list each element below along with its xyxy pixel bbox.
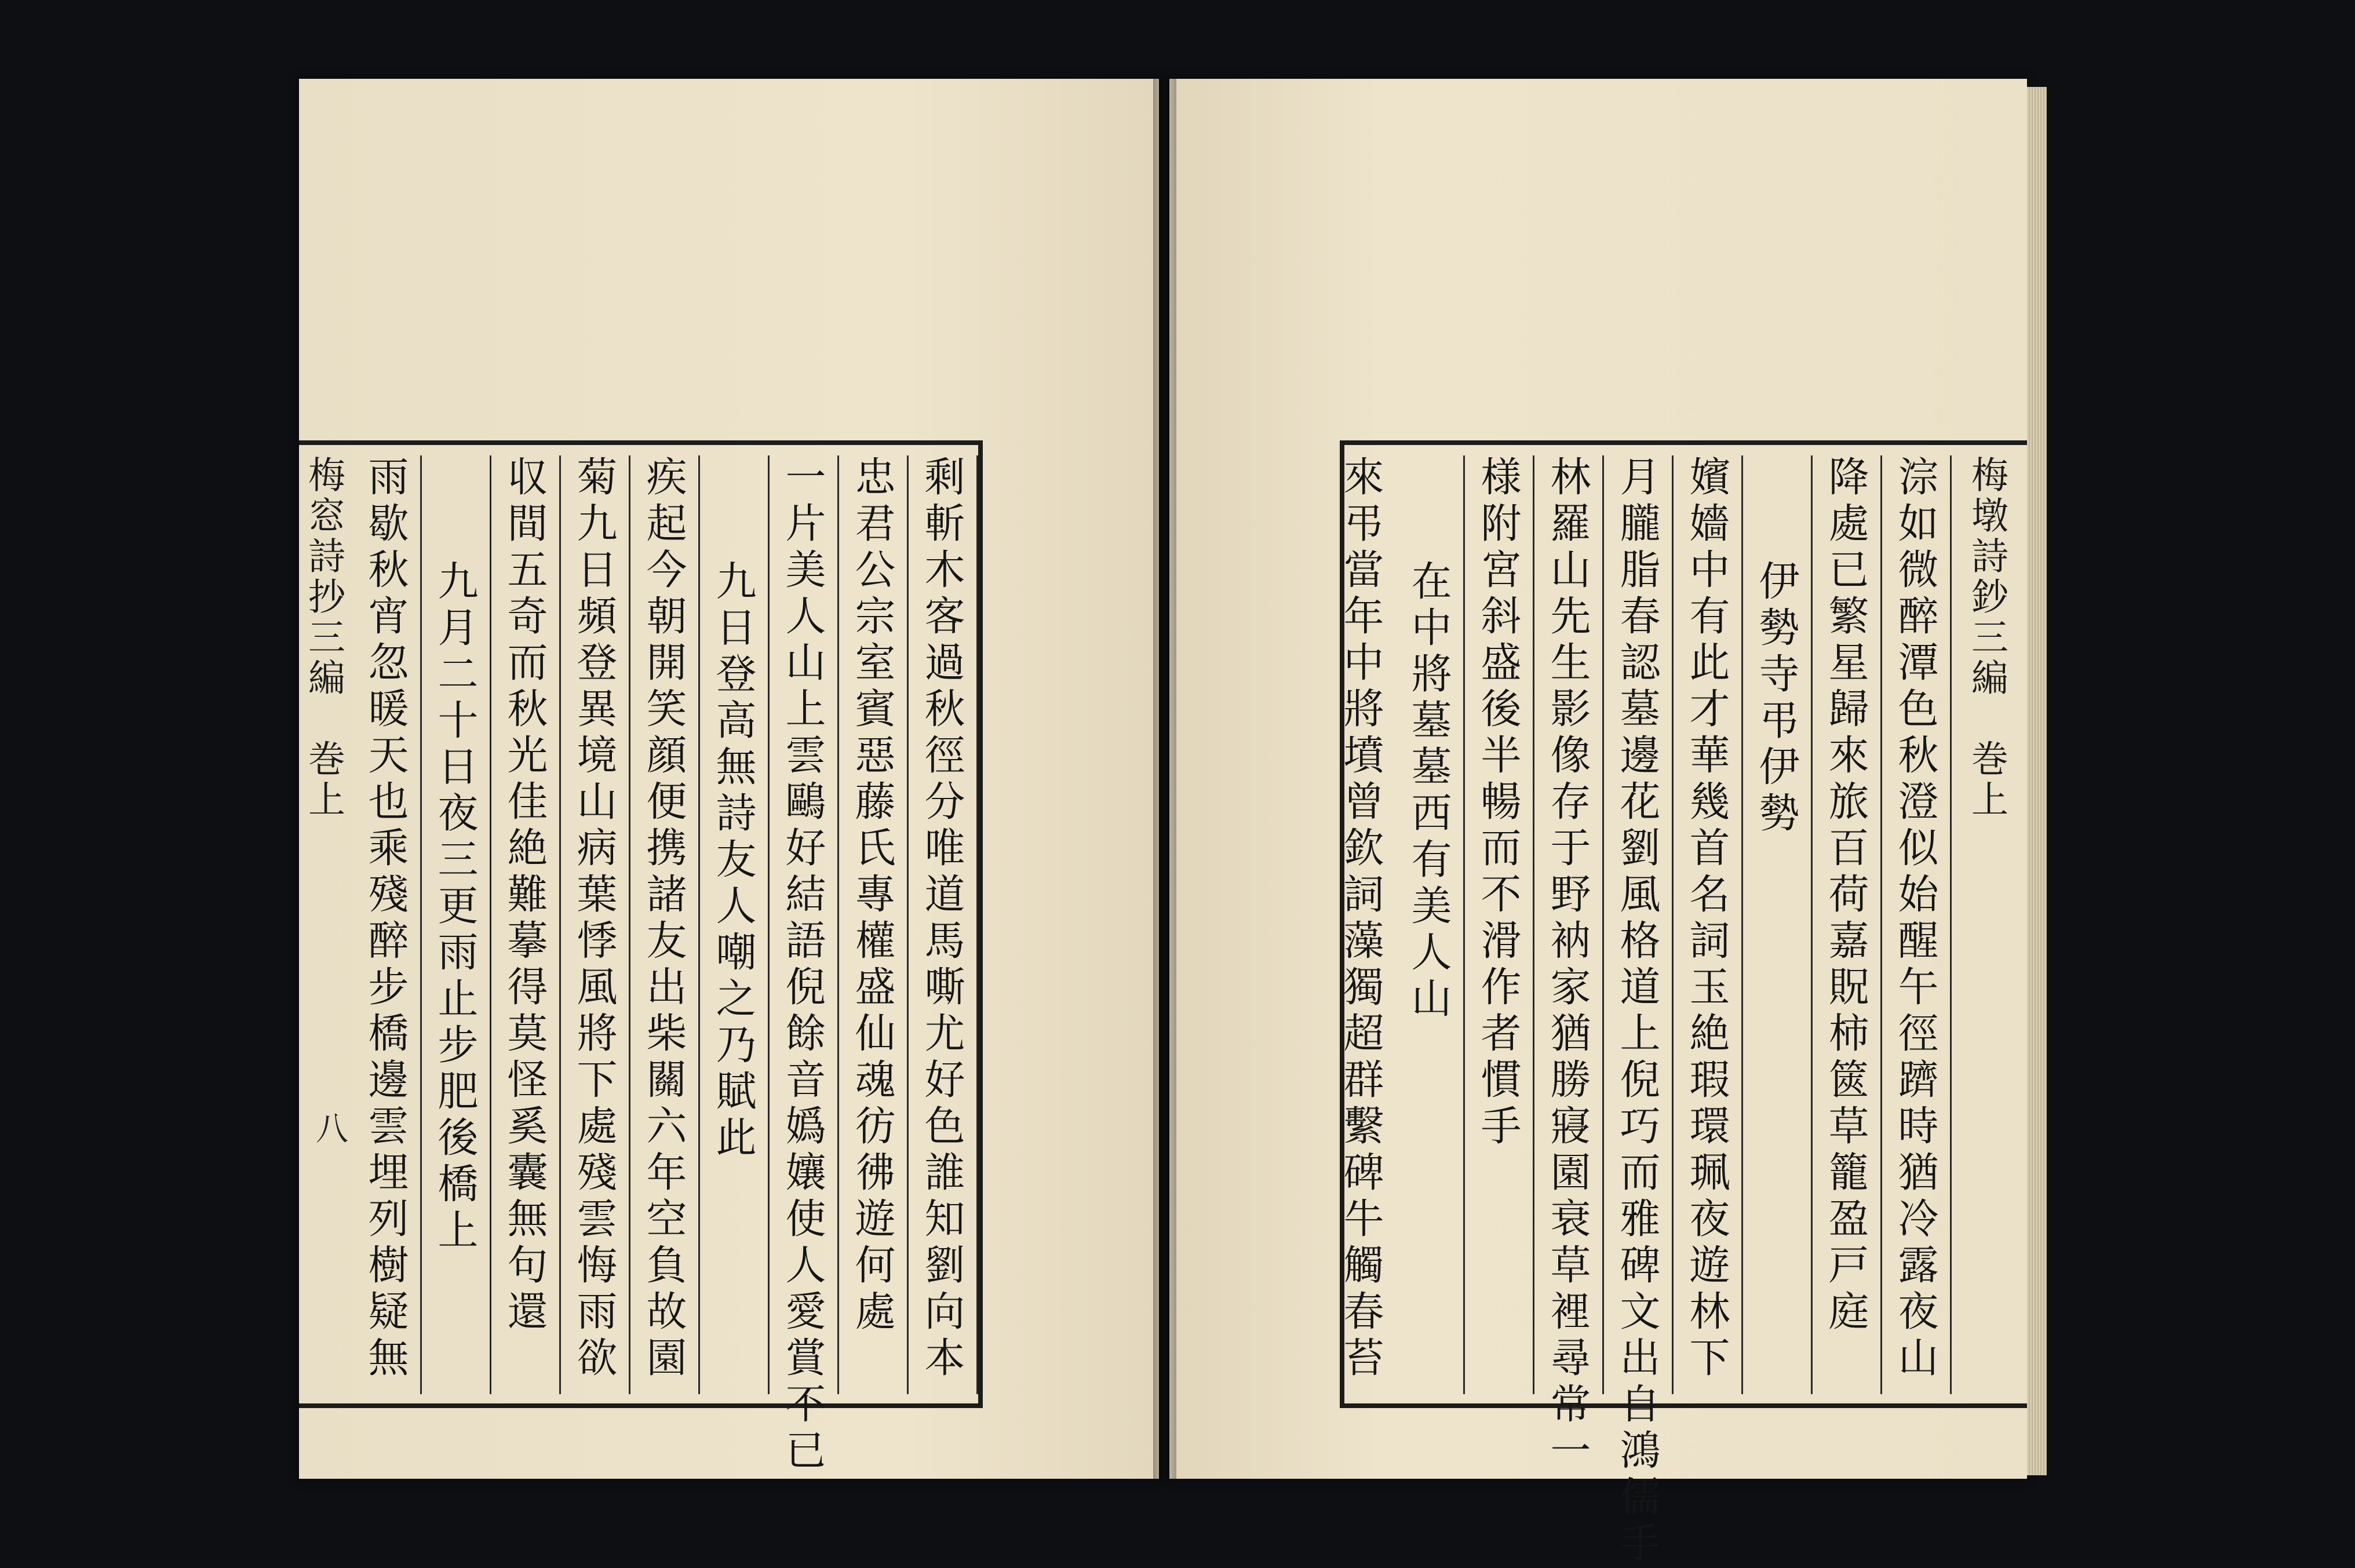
left-column-9: 雨歇秋宵忽暖天也乘殘醉步橋邊雲埋列樹疑無 bbox=[358, 455, 422, 1394]
left-column-6: 菊九日頻登異境山病葉悸風將下處殘雲悔雨欲 bbox=[561, 455, 630, 1394]
left-folio: 八 bbox=[311, 1111, 348, 1144]
left-column-8: 九月二十日夜三更雨止步肥後橋上 bbox=[422, 455, 491, 1394]
left-margin-title: 梅窓詩抄三編 巻上 bbox=[302, 455, 345, 821]
page-edges bbox=[2027, 87, 2047, 1475]
right-column-7: 様附宮斜盛後半暢而不滑作者慣手 bbox=[1465, 455, 1534, 1394]
right-column-1: 淙如微醉潭色秋澄似始醒午徑躋時猶冷露夜山 bbox=[1882, 455, 1952, 1394]
left-text-block bbox=[299, 440, 983, 1475]
left-column-3: 一片美人山上雲鷗好結語倪餘音嬀孃使人愛賞不已 bbox=[770, 455, 839, 1394]
left-column-7: 収間五奇而秋光佳絶難摹得莫怪奚囊無句還 bbox=[491, 455, 561, 1394]
right-column-2: 降處已繁星歸來旅百荷嘉貺柿篋草籠盈戸庭 bbox=[1813, 455, 1882, 1394]
left-column-2: 忠君公宗室賓惡藤氏專權盛仙魂彷彿遊何處 bbox=[839, 455, 909, 1394]
left-column-4: 九日登高無詩友人嘲之乃賦此 bbox=[700, 455, 770, 1394]
book-gutter bbox=[1153, 79, 1176, 1479]
right-column-4: 嬪嬙中有此才華幾首名詞玉絶瑕環珮夜遊林下 bbox=[1674, 455, 1743, 1394]
right-column-5: 月朧脂春認墓邊花劉風格道上倪巧而雅碑文出自鴻儒手 bbox=[1604, 455, 1674, 1394]
right-column-9: 來弔當年中將墳曾欽詞藻獨超群繫碑牛觸春苔 bbox=[1337, 455, 1384, 1383]
left-column-5: 疾起今朝開笑顔便携諸友出柴關六年空負故園 bbox=[630, 455, 700, 1394]
right-margin-title: 梅墩詩鈔三編 巻上 bbox=[1965, 455, 2008, 821]
right-text-block bbox=[1337, 440, 2027, 1568]
right-column-3: 伊勢寺弔伊勢 bbox=[1743, 455, 1813, 1394]
right-column-8: 在中將墓墓西有美人山 bbox=[1395, 455, 1465, 1394]
left-column-1: 剩斬木客過秋徑分唯道馬嘶尤好色誰知劉向本 bbox=[909, 455, 978, 1394]
right-column-6: 林羅山先生影像存于野衲家猶勝寢園衰草裡尋常一 bbox=[1534, 455, 1604, 1394]
